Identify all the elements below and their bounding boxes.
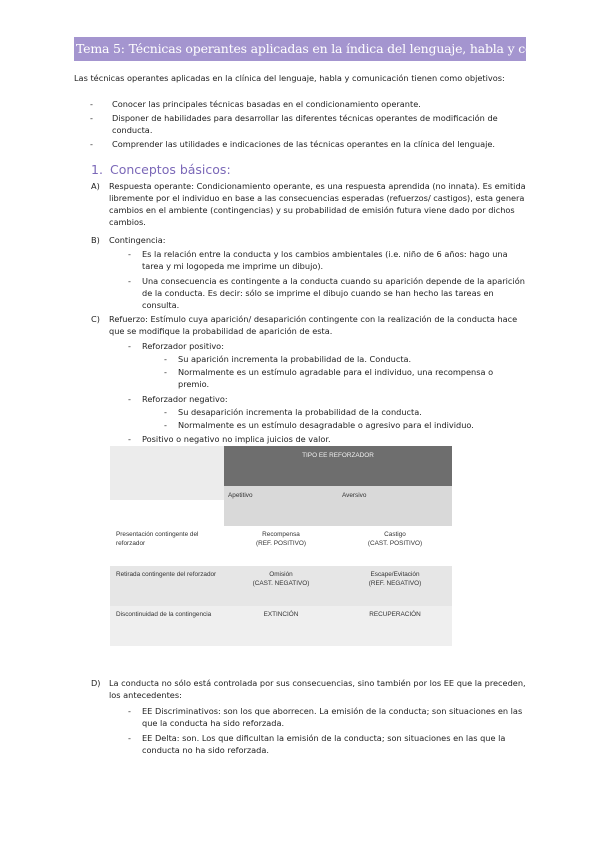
table-header: TIPO EE REFORZADOR: [302, 452, 374, 459]
section-d-text: La conducta no sólo está controlada por sus consecuencias, sino también por los EE que la preceden, los antecedentes:: [109, 678, 526, 700]
table-row-label: Presentación contingente del reforzador: [116, 531, 199, 547]
table-row-label: Retirada contingente del reforzador: [116, 571, 217, 578]
list-item: - Reforzador negativo:: [128, 394, 228, 404]
table-cell: Omisión (CAST. NEGATIVO): [252, 571, 310, 587]
reinforcer-table: [110, 446, 452, 646]
table-col-aversivo: Aversivo: [342, 492, 367, 499]
intro-paragraph: Las técnicas operantes aplicadas en la clínica del lenguaje, habla y comunicación tienen como objetivos:: [74, 73, 505, 83]
table-cell: Castigo (CAST. POSITIVO): [367, 531, 423, 547]
table-cell: EXTINCIÓN: [263, 611, 299, 618]
section-c: C) Refuerzo: Estímulo cuya aparición/ desaparición contingente con la realización de la conducta hace que se modifique la probabilidad de aparición de esta.: [91, 313, 526, 337]
table-col-apetitivo: Apetitivo: [228, 492, 253, 499]
list-item: - Su aparición incrementa la probabilidad de la. Conducta.: [164, 354, 412, 364]
title-bar: [74, 37, 603, 61]
table-cell: Recompensa (REF. POSITIVO): [255, 531, 307, 547]
table-cell: RECUPERACIÓN: [369, 611, 421, 618]
list-item: - Disponer de habilidades para desarrollar las diferentes técnicas operantes de modificación de conducta.: [90, 113, 498, 135]
list-item: - Su desaparición incrementa la probabilidad de la conducta.: [164, 407, 422, 417]
section-b-text: Contingencia:: [109, 235, 166, 245]
section-b: B) Contingencia:: [91, 234, 526, 246]
list-item: - EE Delta: son. Los que dificultan la emisión de la conducta; son situaciones en las que la conducta no ha sido reforzada.: [128, 733, 506, 755]
section-d: D) La conducta no sólo está controlada por sus consecuencias, sino también por los EE que la preceden, los antecedentes:: [91, 678, 526, 700]
section-a: A) Respuesta operante: Condicionamiento operante, es una respuesta aprendida (no innata). Es emitida libremente por el individuo en base a las consecuencias esperadas (refuerzos/ castigos), esta genera cambios en el ambiente (contingencias) y su probabilidad de emisión futura viene dado por dichos cambios.: [91, 181, 526, 227]
section-a-text: Respuesta operante: Condicionamiento operante, es una respuesta aprendida (no innata). Es emitida libremente por el individuo en base a las consecuencias esperadas (refuerzos/ castigos), esta genera cambios en el ambiente (contingencias) y su probabilidad de emisión futura viene dado por dichos cambios.: [109, 181, 526, 227]
table-subheader-bg: [224, 486, 452, 526]
list-item: - Una consecuencia es contingente a la conducta cuando su aparición depende de la aparición de la conducta. Es decir: sólo se imprime el dibujo cuando se han hecho las tareas en consulta.: [128, 276, 525, 310]
table-corner: [110, 446, 224, 500]
section-c-text: Refuerzo: Estímulo cuya aparición/ desaparición contingente con la realización de la conducta hace que se modifique la probabilidad de aparición de esta.: [109, 314, 518, 336]
list-item: - Es la relación entre la conducta y los cambios ambientales (i.e. niño de 6 años: hago una tarea y mi logopeda me imprime un dibujo).: [128, 249, 508, 271]
section-heading: 1. Conceptos básicos:: [91, 162, 231, 177]
list-item: - Normalmente es un estímulo desagradable o agresivo para el individuo.: [164, 420, 474, 430]
list-item: - Comprender las utilidades e indicaciones de las técnicas operantes en la clínica del lenguaje.: [90, 139, 496, 149]
list-item: - Reforzador positivo:: [128, 341, 224, 351]
page-title: Tema 5: Técnicas operantes aplicadas en la índica del lenguaje, habla y comunicación: [76, 41, 603, 56]
list-item: - Conocer las principales técnicas basadas en el condicionamiento operante.: [90, 99, 421, 109]
objectives-list: [74, 98, 526, 152]
list-item: - Positivo o negativo no implica juicios de valor.: [128, 434, 331, 444]
table-row-label: Discontinuidad de la contingencia: [116, 611, 212, 618]
table-cell: Escape/Evitación (REF. NEGATIVO): [368, 571, 422, 587]
list-item: - EE Discriminativos: son los que aborrecen. La emisión de la conducta; son situaciones en las que la conducta ha sido reforzada.: [128, 706, 523, 728]
list-item: - Normalmente es un estímulo agradable para el individuo, una recompensa o premio.: [164, 367, 494, 389]
